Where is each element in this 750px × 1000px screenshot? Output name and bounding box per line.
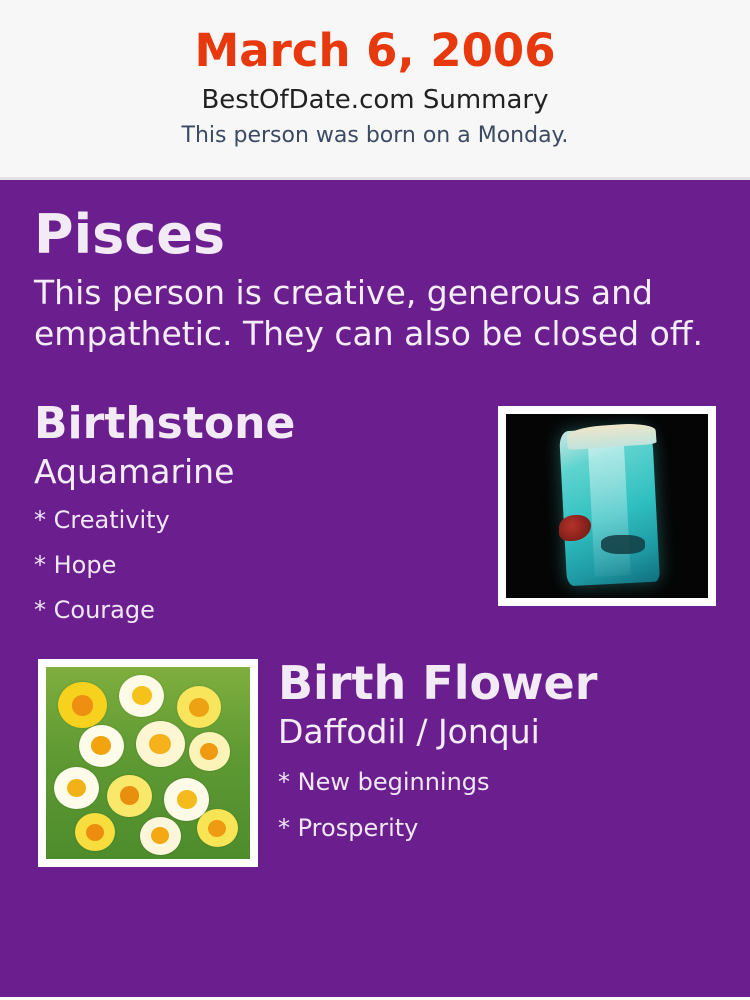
birthstone-name: Aquamarine [34,452,235,491]
flower-bloom [189,732,230,770]
birthflower-text [278,655,718,851]
birthstone-trait: * Creativity [34,506,170,534]
header [0,0,750,180]
flower-bloom [197,809,238,847]
site-summary-label: BestOfDate.com Summary [201,85,549,115]
crystal-inclusion-dark [601,535,645,553]
aquamarine-crystal-photo [498,406,716,606]
birthstone-trait: * Courage [34,596,155,624]
zodiac-description: This person is creative, generous and empathetic. They can also be closed off. [34,273,704,353]
birthstone-trait: * Hope [34,551,117,579]
flower-bloom [140,817,181,855]
birthflower-heading: Birth Flower [278,656,598,710]
crystal-highlight [587,432,631,577]
birthflower-name: Daffodil / Jonqui [278,712,540,751]
birthstone-heading: Birthstone [34,398,296,449]
page-title: March 6, 2006 [194,24,556,77]
flower-image-canvas [46,667,250,859]
birthflower-section [32,655,718,875]
flower-bloom [58,682,107,728]
birthflower-trait: * New beginnings [278,768,490,796]
zodiac-sign-title: Pisces [34,203,226,266]
flower-bloom [177,686,222,728]
flower-bloom [79,725,124,767]
flower-bloom [75,813,116,851]
crystal-image-canvas [506,414,708,598]
daffodil-field-photo [38,659,258,867]
content-panel [0,180,750,997]
birthflower-trait: * Prosperity [278,814,419,842]
birthstone-section [32,398,718,633]
flower-bloom [54,767,99,809]
flower-bloom [136,721,185,767]
birth-weekday-note: This person was born on a Monday. [181,123,569,148]
flower-bloom [107,775,152,817]
flower-bloom [119,675,164,717]
